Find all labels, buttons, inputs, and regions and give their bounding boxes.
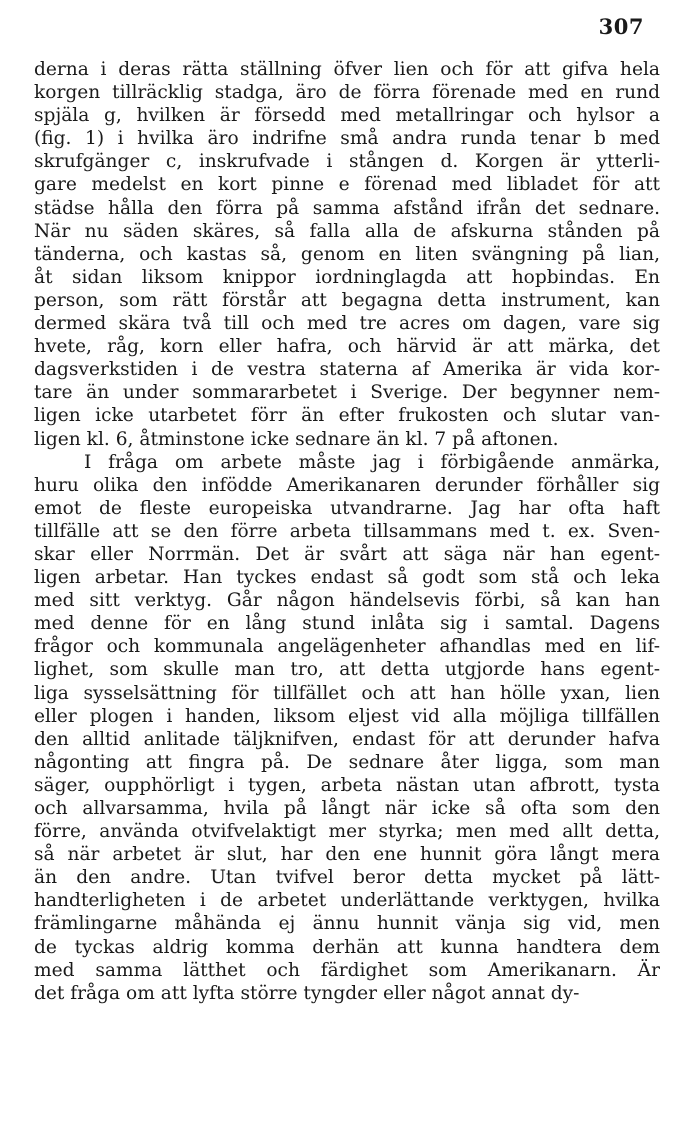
text-line: tänderna, och kastas så, genom en liten svängning på lian, [34,243,660,265]
page-number: 307 [598,14,644,39]
text-line: handterligheten i de arbetet underlättande verktygen, hvilka [34,890,660,912]
text-line: det fråga om att lyfta större tyngder eller något annat dy- [34,982,580,1004]
text-line: säger, oupphörligt i tygen, arbeta nästan utan afbrott, tysta [34,774,660,796]
body-text [34,58,660,1005]
paragraph [34,58,660,451]
text-line: så när arbetet är slut, har den ene hunnit göra långt mera [34,844,660,866]
text-line: spjäla g, hvilken är försedd med metallringar och hylsor a [34,105,660,127]
text-line: I fråga om arbete måste jag i förbigående anmärka, [84,451,660,473]
text-line: främlingarne måhända ej ännu hunnit vänja sig vid, men [34,913,660,935]
text-line: ligen arbetar. Han tyckes endast så godt som stå och leka [34,567,660,589]
text-line: tare än under sommararbetet i Sverige. Der begynner nem- [34,382,660,404]
text-line: dagsverkstiden i de vestra staterna af Amerika är vida kor- [34,359,660,381]
text-line: När nu säden skäres, så falla alla de afskurna stånden på [34,220,660,242]
text-line: (fig. 1) i hvilka äro indrifne små andra runda tenar b med [34,128,660,150]
text-line: ligen kl. 6, åtminstone icke sednare än kl. 7 på aftonen. [34,428,559,450]
text-line: huru olika den infödde Amerikanaren derunder förhåller sig [34,474,660,496]
text-line: liga sysselsättning för tillfället och att han hölle yxan, lien [34,682,660,704]
text-line: någonting att fingra på. De sednare åter ligga, som man [34,751,660,773]
text-line: ligen icke utarbetet förr än efter frukosten och slutar van- [34,405,660,427]
text-line: person, som rätt förstår att begagna detta instrument, kan [34,289,660,311]
text-line: åt sidan liksom knippor iordninglagda att hopbindas. En [34,266,660,288]
text-line: med sitt verktyg. Går någon händelsevis förbi, så kan han [34,590,660,612]
text-line: den alltid anlitade täljknifven, endast för att derunder hafva [34,728,660,750]
text-line: lighet, som skulle man tro, att detta utgjorde hans egent- [34,659,660,681]
text-line: skrufgänger c, inskrufvade i stången d. Korgen är ytterli- [34,151,660,173]
text-line: än den andre. Utan tvifvel beror detta mycket på lätt- [34,867,660,889]
text-line: förre, använda otvifvelaktigt mer styrka; men med allt detta, [34,821,660,843]
text-line: tillfälle att se den förre arbeta tillsammans med t. ex. Sven- [34,520,660,542]
text-line: frågor och kommunala angelägenheter afhandlas med en lif- [34,636,660,658]
text-line: emot de fleste europeiska utvandrarne. Jag har ofta haft [34,497,660,519]
text-line: dermed skära två till och med tre acres om dagen, vare sig [34,313,660,335]
text-line: de tyckas aldrig komma derhän att kunna handtera dem [34,936,660,958]
text-line: hvete, råg, korn eller hafra, och härvid är att märka, det [34,336,660,358]
text-line: derna i deras rätta ställning öfver lien och för att gifva hela [34,59,660,80]
text-line: med samma lätthet och färdighet som Amerikanarn. Är [34,959,660,981]
text-line: korgen tillräcklig stadga, äro de förra förenade med en rund [34,82,660,104]
text-line: gare medelst en kort pinne e förenad med libladet för att [34,174,660,196]
text-line: och allvarsamma, hvila på långt när icke så ofta som den [34,798,660,819]
text-line: städse hålla den förra på samma afstånd ifrån det sednare. [34,197,660,219]
paragraph [34,451,660,1005]
text-line: eller plogen i handen, liksom eljest vid alla möjliga tillfällen [34,705,660,727]
text-line: skar eller Norrmän. Det är svårt att säga när han egent- [34,543,660,565]
text-line: med denne för en lång stund inlåta sig i samtal. Dagens [34,613,660,635]
